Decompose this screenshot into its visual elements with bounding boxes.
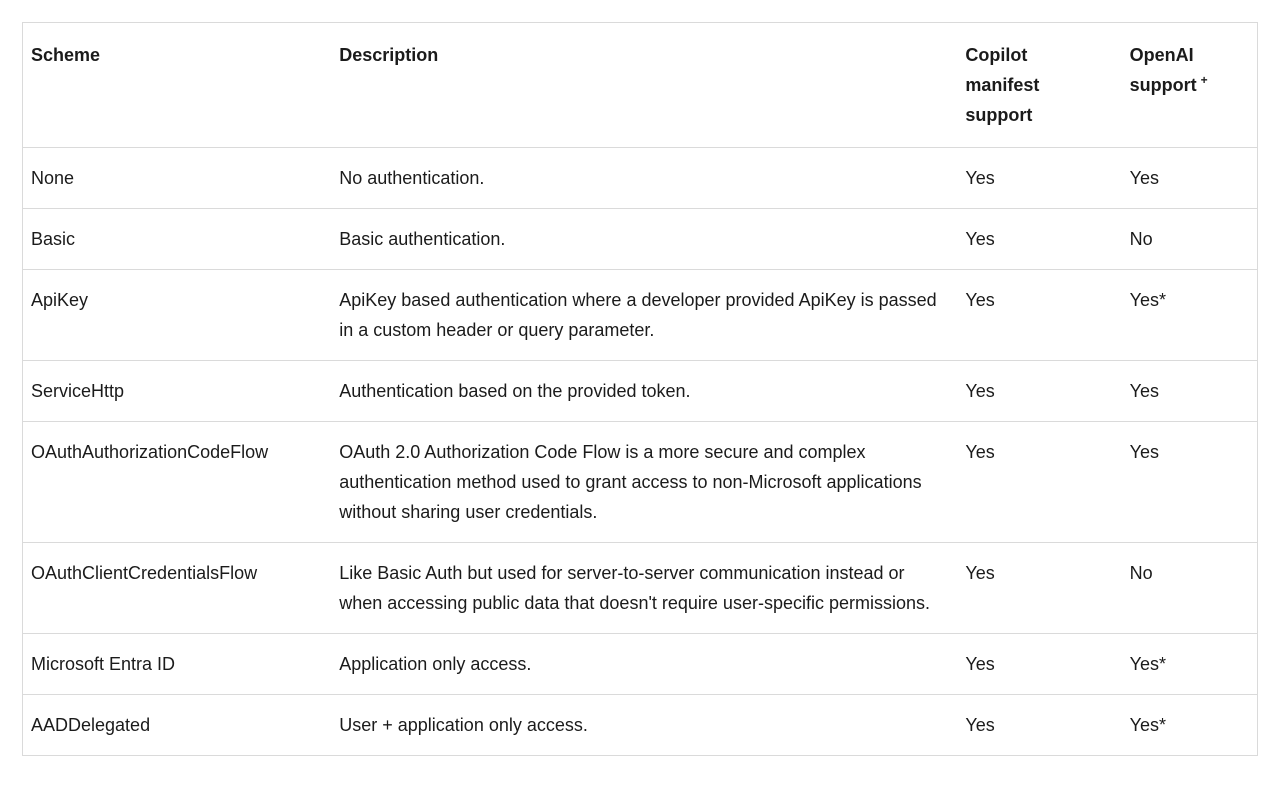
openai-support-cell: Yes [1122, 148, 1258, 209]
scheme-cell: None [23, 148, 332, 209]
table-header [23, 23, 1258, 148]
copilot-manifest-support-cell: Yes [957, 634, 1121, 695]
column-header-copilot-manifest-support-label: Copilot manifest support [965, 45, 1040, 125]
description-cell: ApiKey based authentication where a developer provided ApiKey is passed in a custom header or query parameter. [331, 270, 957, 361]
openai-support-cell: Yes [1122, 361, 1258, 422]
openai-support-cell: Yes* [1122, 270, 1258, 361]
copilot-manifest-support-cell: Yes [957, 422, 1121, 543]
copilot-manifest-support-cell: Yes [957, 543, 1121, 634]
table-row [23, 361, 1258, 422]
description-cell: User + application only access. [331, 695, 957, 756]
header-row [23, 23, 1258, 148]
openai-support-cell: Yes [1122, 422, 1258, 543]
description-cell: Like Basic Auth but used for server-to-server communication instead or when accessing public data that doesn't require user-specific permissions. [331, 543, 957, 634]
scheme-cell: AADDelegated [23, 695, 332, 756]
column-header-scheme-label: Scheme [31, 45, 101, 65]
description-cell: Authentication based on the provided token. [331, 361, 957, 422]
description-cell: No authentication. [331, 148, 957, 209]
column-header-openai-support [1122, 23, 1258, 148]
scheme-cell: OAuthAuthorizationCodeFlow [23, 422, 332, 543]
column-header-openai-support-label: OpenAI support [1129, 45, 1197, 95]
copilot-manifest-support-cell: Yes [957, 209, 1121, 270]
openai-support-cell: Yes* [1122, 634, 1258, 695]
footnote-plus-marker: + [1200, 73, 1208, 87]
scheme-cell: ServiceHttp [23, 361, 332, 422]
copilot-manifest-support-cell: Yes [957, 695, 1121, 756]
table-row [23, 543, 1258, 634]
column-header-copilot-manifest-support [957, 23, 1121, 148]
table-row [23, 695, 1258, 756]
scheme-cell: ApiKey [23, 270, 332, 361]
table-row [23, 270, 1258, 361]
auth-schemes-table [22, 22, 1258, 756]
openai-support-cell: No [1122, 209, 1258, 270]
table-row [23, 148, 1258, 209]
column-header-scheme [23, 23, 332, 148]
copilot-manifest-support-cell: Yes [957, 148, 1121, 209]
description-cell: Basic authentication. [331, 209, 957, 270]
openai-support-cell: Yes* [1122, 695, 1258, 756]
table-body [23, 148, 1258, 756]
scheme-cell: Basic [23, 209, 332, 270]
table-row [23, 634, 1258, 695]
openai-support-cell: No [1122, 543, 1258, 634]
column-header-description [331, 23, 957, 148]
copilot-manifest-support-cell: Yes [957, 270, 1121, 361]
table-row [23, 209, 1258, 270]
table-row [23, 422, 1258, 543]
copilot-manifest-support-cell: Yes [957, 361, 1121, 422]
column-header-description-label: Description [339, 45, 439, 65]
scheme-cell: OAuthClientCredentialsFlow [23, 543, 332, 634]
scheme-cell: Microsoft Entra ID [23, 634, 332, 695]
description-cell: Application only access. [331, 634, 957, 695]
description-cell: OAuth 2.0 Authorization Code Flow is a more secure and complex authentication method used to grant access to non-Microsoft applications without sharing user credentials. [331, 422, 957, 543]
